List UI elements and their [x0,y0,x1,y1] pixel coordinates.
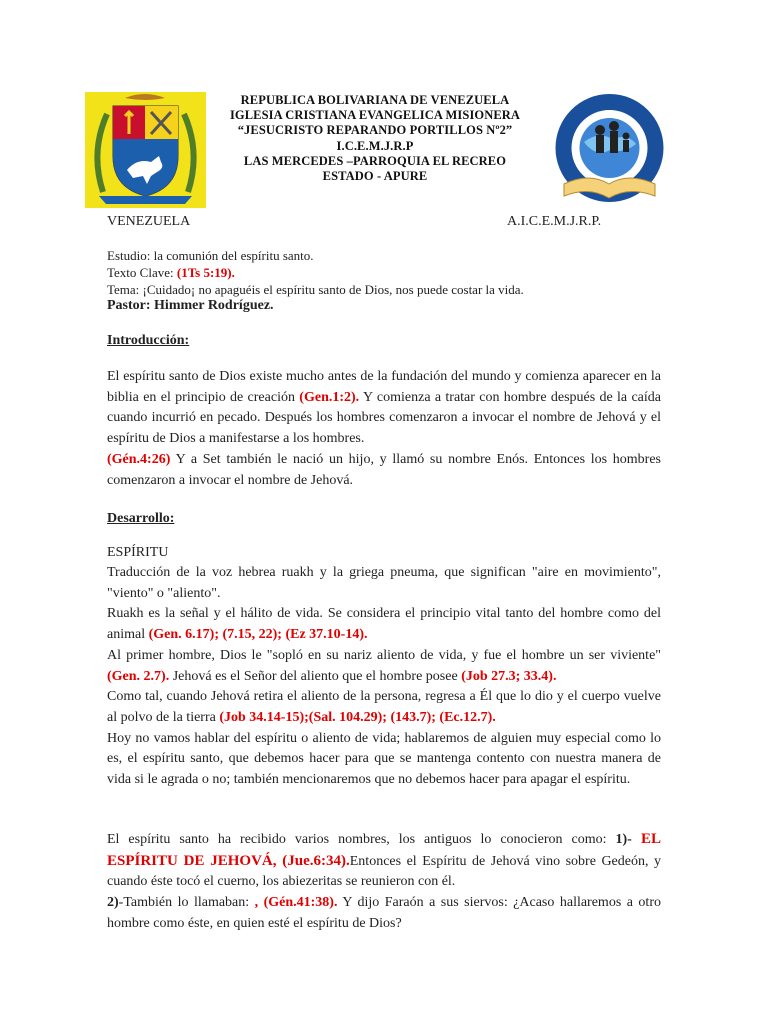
def-text-5: Como tal, cuando Jehová retira el aliento de la persona, regresa a Él que lo dio y el cuerpo vuelve al polvo de la tierra [107,689,661,725]
def-text-6: Hoy no vamos hablar del espíritu o aliento de vida; hablaremos de alguien muy especial como lo es, el espíritu santo, que debemos hacer para que se mantenga contento con nuestra manera de vida si le agrada o no; también mencionaremos que no debemos hacer para apagar el espíritu. [107,730,661,788]
def-text-3: Al primer hombre, Dios le "sopló en su nariz aliento de vida, y fue el hombre un ser viviente" [107,647,661,663]
names-number-1: 1)- [615,832,632,847]
names-text-2: Entonces el Espíritu de Jehová vino sobre Gedeón, y cuando éste tocó el cuerno, los abiezeritas se reunieron con él. [107,853,662,890]
names-ref-gen-41-38: , (Gén.41:38). [254,895,338,911]
key-text-line [107,265,662,281]
names-title-jehova: EL ESPÍRITU DE JEHOVÁ, (Jue.6:34). [107,831,661,869]
def-ref-3: (Job 27.3; 33.4). [461,668,557,684]
spirit-definition-paragraph [107,563,661,791]
theme-line: Tema: ¡Cuidado¡ no apaguéis el espíritu santo de Dios, nos puede costar la vida. [107,282,524,297]
intro-paragraph [107,367,661,491]
intro-ref-gen-1-2: (Gen.1:2). [299,389,360,405]
key-text-label: Texto Clave: [107,265,177,280]
names-text-4: Y dijo Faraón a sus siervos: ¿Acaso hallaremos a otro hombre como éste, en quien esté el espíritu de Dios? [107,895,661,931]
header-line-acronym: I.C.E.M.J.R.P [336,138,414,153]
header-line-republic: REPUBLICA BOLIVARIANA DE VENEZUELA [240,93,510,107]
def-ref-1: (Gen. 6.17); (7.15, 22); (Ez 37.10-14). [148,627,368,643]
intro-heading: Introducción: [107,333,190,348]
country-label: VENEZUELA [107,214,191,229]
header-line-church: IGLESIA CRISTIANA EVANGELICA MISIONERA [229,108,521,123]
def-text-4: Jehová es el Señor del aliento que el hombre posee [169,668,462,684]
key-text-reference: (1Ts 5:19). [176,265,235,280]
coat-of-arms-logo [85,92,206,208]
acronym-label: A.I.C.E.M.J.R.P. [507,214,602,229]
header-line-parish: LAS MERCEDES –PARROQUIA EL RECREO [243,153,507,168]
names-number-2: 2) [107,895,119,911]
names-text-1: El espíritu santo ha recibido varios nombres, los antiguos lo conocieron como: [107,832,616,847]
def-ref-2: (Gen. 2.7). [107,668,170,684]
intro-text-2: Y comienza a tratar con hombre después de la caída cuando incurrió en pecado. Después los hombres comenzaron a invocar el nombre de Jehová y el espíritu de Dios a manifestarse a los hombres. [107,389,661,447]
header-line-motto: “JESUCRISTO REPARANDO PORTILLOS Nº2” [237,123,513,138]
intro-text-1: El espíritu santo de Dios existe mucho antes de la fundación del mundo y comienza aparecer en la biblia en el principio de creación [107,369,661,405]
names-paragraph [107,829,661,935]
def-text-1: Traducción de la voz hebrea ruakh y la griega pneuma, que significan "aire en movimiento", "viento" o "aliento". [107,565,661,601]
def-ref-4: (Job 34.14-15);(Sal. 104.29); (143.7); (Ec.12.7). [219,709,496,725]
intro-text-3: Y a Set también le nació un hijo, y llamó su nombre Enós. Entonces los hombres comenzaron a invocar el nombre de Jehová. [107,451,661,488]
header-line-state: ESTADO - APURE [322,169,428,184]
study-title: Estudio: la comunión del espíritu santo. [107,248,314,263]
document-header [206,93,544,184]
pastor-name: Pastor: Himmer Rodríguez. [107,298,274,313]
intro-ref-gen-4-26: (Gén.4:26) [107,451,171,467]
church-emblem-logo [544,92,675,208]
spirit-subheading: ESPÍRITU [107,545,169,560]
def-text-2: Ruakh es la señal y el hálito de vida. Se considera el principio vital tanto del hombre como del animal [107,606,661,643]
development-heading: Desarrollo: [107,511,175,526]
names-text-3: -También lo llamaban: [118,895,255,911]
